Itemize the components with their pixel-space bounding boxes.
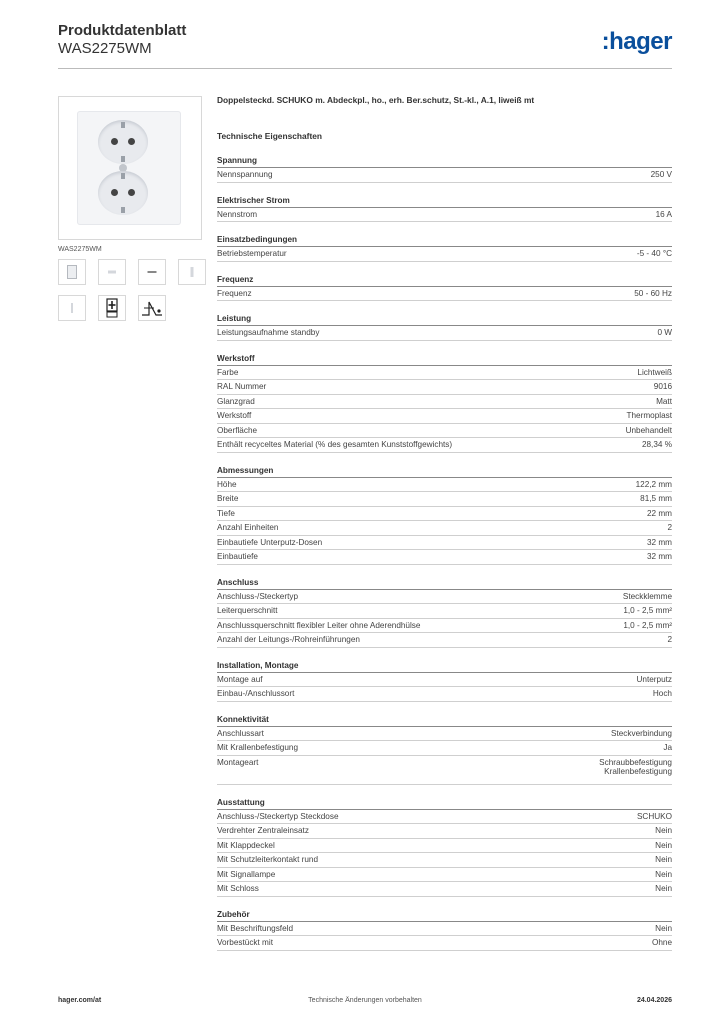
spec-section-title: Leistung xyxy=(217,314,672,326)
spec-row xyxy=(217,604,672,619)
spec-row xyxy=(217,478,672,493)
spec-value: Lichtweiß xyxy=(637,367,672,377)
spec-section-title: Werkstoff xyxy=(217,354,672,366)
product-image-caption: WAS2275WM xyxy=(58,246,102,253)
spec-value: 9016 xyxy=(653,382,672,391)
spec-section xyxy=(217,798,672,897)
product-image[interactable] xyxy=(58,96,202,240)
spec-label: Tiefe xyxy=(217,508,235,518)
spec-label: Frequenz xyxy=(217,288,252,298)
spec-label: Mit Signallampe xyxy=(217,869,276,879)
spec-value: 250 V xyxy=(650,170,672,179)
spec-row xyxy=(217,168,672,183)
spec-row xyxy=(217,208,672,223)
logo-prefix: : xyxy=(601,28,610,55)
spec-value: Nein xyxy=(655,855,672,864)
spec-row xyxy=(217,853,672,868)
spec-section-title: Spannung xyxy=(217,156,672,168)
spec-section xyxy=(217,156,672,183)
spec-row xyxy=(217,438,672,453)
spec-row xyxy=(217,590,672,605)
spec-row xyxy=(217,492,672,507)
spec-label: Anzahl der Leitungs-/Rohreinführungen xyxy=(217,635,360,644)
spec-row xyxy=(217,395,672,410)
spec-row xyxy=(217,756,672,785)
specification-sections xyxy=(217,156,672,951)
spec-label: Leistungsaufnahme standby xyxy=(217,328,320,337)
thumbnail-side-view[interactable] xyxy=(178,259,206,285)
spec-label: Enthält recyceltes Material (% des gesamten Kunststoffgewichts) xyxy=(217,440,453,449)
spec-value: Schraubbefestigung Krallenbefestigung xyxy=(599,757,672,776)
spec-value: Nein xyxy=(655,840,672,850)
spec-row xyxy=(217,247,672,262)
spec-row xyxy=(217,936,672,951)
thumbnail-bottom-view[interactable] xyxy=(138,259,166,285)
spec-label: RAL Nummer xyxy=(217,382,267,391)
footer-date: 24.04.2026 xyxy=(636,997,672,1004)
spec-value: 32 mm xyxy=(646,552,672,561)
spec-section-title: Elektrischer Strom xyxy=(217,196,672,208)
product-description: Doppelsteckd. SCHUKO m. Abdeckpl., ho., erh. Ber.schutz, St.-kl., A.1, liweiß mt xyxy=(217,95,535,105)
spec-row xyxy=(217,673,672,688)
spec-section xyxy=(217,314,672,341)
spec-row xyxy=(217,536,672,551)
spec-label: Anschluss-/Steckertyp xyxy=(217,591,298,601)
thumbnail-gallery xyxy=(58,259,202,321)
spec-label: Mit Beschriftungsfeld xyxy=(217,923,293,933)
thumbnail-mounting-symbol-icon[interactable] xyxy=(138,295,166,321)
spec-label: Oberfläche xyxy=(217,425,258,435)
socket-bottom xyxy=(98,171,148,215)
spec-row xyxy=(217,619,672,634)
spec-section-title: Zubehör xyxy=(217,910,672,922)
spec-value: Ohne xyxy=(651,938,672,947)
cable-entry-icon xyxy=(99,296,125,320)
spec-row xyxy=(217,507,672,522)
spec-row xyxy=(217,741,672,756)
spec-value: 50 - 60 Hz xyxy=(634,288,672,298)
spec-label: Nennspannung xyxy=(217,170,273,179)
spec-label: Glanzgrad xyxy=(217,396,255,406)
spec-row xyxy=(217,922,672,937)
spec-value: -5 - 40 °C xyxy=(636,249,672,258)
spec-section xyxy=(217,354,672,453)
spec-row xyxy=(217,424,672,439)
spec-section xyxy=(217,715,672,785)
spec-label: Leiterquerschnitt xyxy=(217,606,278,615)
spec-label: Anschluss-/Steckertyp Steckdose xyxy=(217,811,339,821)
spec-value: Unterputz xyxy=(636,674,672,684)
spec-section-title: Frequenz xyxy=(217,275,672,287)
logo-text: hager xyxy=(609,28,672,55)
spec-row xyxy=(217,633,672,648)
spec-value: 0 W xyxy=(657,328,672,337)
spec-section-title: Ausstattung xyxy=(217,798,672,810)
spec-section-title: Konnektivität xyxy=(217,715,672,727)
spec-row xyxy=(217,882,672,897)
spec-section-title: Installation, Montage xyxy=(217,661,672,673)
spec-value: Steckklemme xyxy=(622,591,672,601)
spec-value: Unbehandelt xyxy=(625,425,672,435)
spec-section xyxy=(217,661,672,702)
spec-label: Montage auf xyxy=(217,674,263,684)
spec-value: Nein xyxy=(655,884,672,893)
spec-value: 2 xyxy=(667,635,672,644)
spec-row xyxy=(217,409,672,424)
spec-value: Thermoplast xyxy=(626,411,672,420)
spec-section-title: Anschluss xyxy=(217,578,672,590)
spec-value: Ja xyxy=(663,743,672,752)
spec-value: 16 A xyxy=(655,209,672,219)
spec-value: Nein xyxy=(655,826,672,835)
spec-label: Anschlussquerschnitt flexibler Leiter ohne Aderendhülse xyxy=(217,620,421,630)
spec-row xyxy=(217,326,672,341)
spec-label: Anschlussart xyxy=(217,728,264,738)
spec-label: Betriebstemperatur xyxy=(217,249,287,258)
spec-label: Verdrehter Zentraleinsatz xyxy=(217,826,309,835)
spec-label: Vorbestückt mit xyxy=(217,938,273,947)
spec-row xyxy=(217,839,672,854)
spec-label: Montageart xyxy=(217,757,259,767)
specification-column xyxy=(217,95,672,951)
spec-value: Steckverbindung xyxy=(611,728,672,738)
spec-value: SCHUKO xyxy=(636,811,672,821)
spec-row xyxy=(217,868,672,883)
thumbnail-front-view[interactable] xyxy=(58,259,86,285)
header-divider xyxy=(58,68,672,69)
spec-label: Mit Krallenbefestigung xyxy=(217,743,299,752)
spec-value: Nein xyxy=(655,923,672,933)
thumbnail-cable-entry-icon[interactable] xyxy=(98,295,126,321)
spec-row xyxy=(217,727,672,742)
spec-label: Farbe xyxy=(217,367,239,377)
spec-row xyxy=(217,550,672,565)
spec-label: Einbautiefe Unterputz-Dosen xyxy=(217,537,323,547)
spec-section xyxy=(217,910,672,951)
spec-section xyxy=(217,466,672,565)
spec-section xyxy=(217,235,672,262)
page-header xyxy=(58,20,672,70)
spec-section-title: Abmessungen xyxy=(217,466,672,478)
spec-row xyxy=(217,687,672,702)
spec-section xyxy=(217,275,672,302)
spec-row xyxy=(217,824,672,839)
spec-value: 81,5 mm xyxy=(640,494,672,503)
spec-label: Werkstoff xyxy=(217,411,252,420)
product-media-column xyxy=(58,96,202,321)
spec-value: Hoch xyxy=(652,689,672,698)
spec-value: Nein xyxy=(655,869,672,879)
spec-value: 22 mm xyxy=(646,508,672,518)
spec-row xyxy=(217,287,672,302)
socket-top xyxy=(98,120,148,164)
footer-website-link[interactable]: hager.com/at xyxy=(58,997,102,1004)
hager-logo[interactable] xyxy=(602,28,672,56)
spec-section xyxy=(217,578,672,648)
spec-section xyxy=(217,196,672,223)
spec-row xyxy=(217,366,672,381)
mounting-symbol-icon xyxy=(139,296,165,320)
document-title: Produktdatenblatt xyxy=(58,22,187,39)
spec-row xyxy=(217,810,672,825)
spec-label: Einbau-/Anschlussort xyxy=(217,689,295,698)
spec-value: 2 xyxy=(667,523,672,532)
spec-label: Nennstrom xyxy=(217,209,258,219)
spec-value: 1,0 - 2,5 mm² xyxy=(623,606,672,615)
technical-properties-heading: Technische Eigenschaften xyxy=(217,131,323,141)
spec-label: Mit Schloss xyxy=(217,884,259,893)
spec-label: Mit Schutzleiterkontakt rund xyxy=(217,855,319,864)
article-number: WAS2275WM xyxy=(58,40,152,57)
spec-value: 32 mm xyxy=(646,537,672,547)
footer-notice: Technische Änderungen vorbehalten xyxy=(308,997,422,1004)
spec-value: 28,34 % xyxy=(641,440,672,449)
thumbnail-side-slim-view[interactable] xyxy=(58,295,86,321)
spec-label: Einbautiefe xyxy=(217,552,258,561)
spec-section-title: Einsatzbedingungen xyxy=(217,235,672,247)
spec-value: 1,0 - 2,5 mm² xyxy=(623,620,672,630)
spec-value: Matt xyxy=(656,396,672,406)
spec-value: 122,2 mm xyxy=(635,479,672,489)
thumbnail-top-view[interactable] xyxy=(98,259,126,285)
spec-row xyxy=(217,521,672,536)
spec-label: Breite xyxy=(217,494,239,503)
spec-row xyxy=(217,380,672,395)
spec-label: Mit Klappdeckel xyxy=(217,840,275,850)
spec-label: Anzahl Einheiten xyxy=(217,523,279,532)
spec-label: Höhe xyxy=(217,479,237,489)
socket-plate-image xyxy=(77,111,181,225)
